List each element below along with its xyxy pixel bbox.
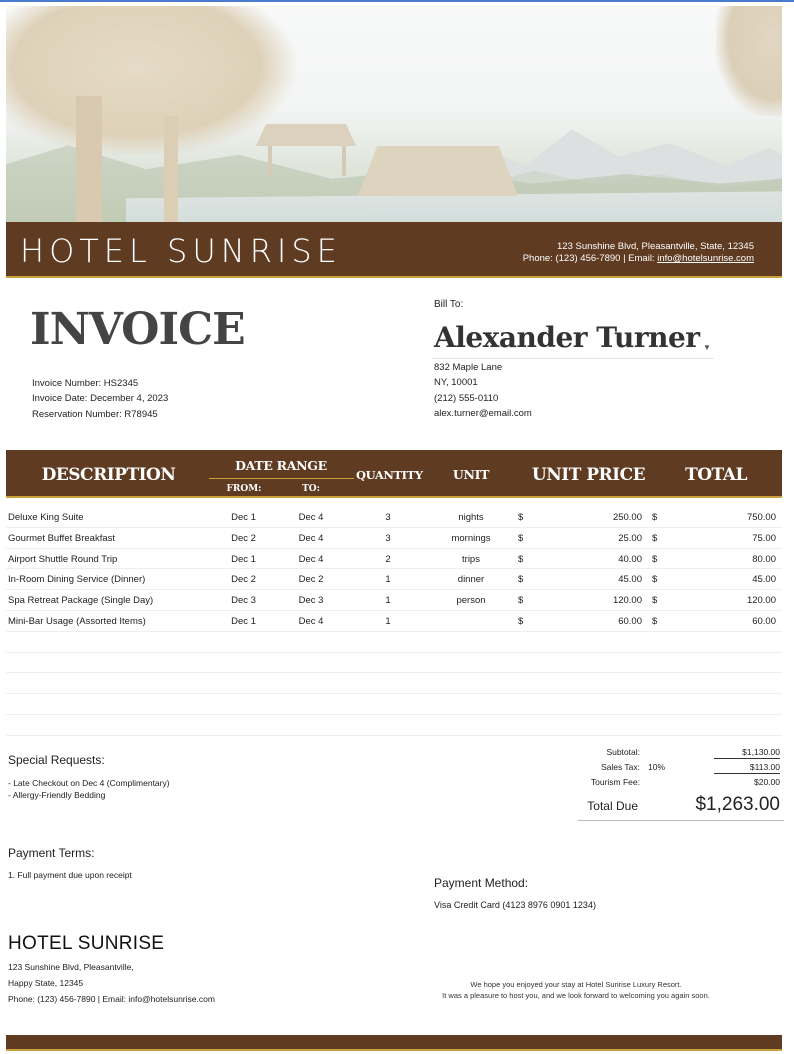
footer-thanks [420,979,732,1001]
tourism-fee-label: Tourism Fee: [590,777,640,787]
cell-unit-price: 25.00 [618,532,642,544]
cell-from: Dec 2 [231,574,256,586]
payment-terms-title: Payment Terms: [8,846,95,860]
cell-currency: $ [652,595,658,607]
header-unit: UNIT [452,467,490,482]
header-unit-price: UNIT PRICE [531,465,646,485]
cell-unit: nights [458,512,484,523]
cell-quantity: 2 [385,553,391,565]
cell-description: Spa Retreat Package (Single Day) [8,595,154,607]
header-from: FROM: [226,484,262,494]
total-due-value: $1,263.00 [695,794,780,815]
chevron-down-icon[interactable]: ▼ [703,343,711,352]
cell-to: Dec 4 [298,512,324,523]
cell-currency: $ [652,615,658,627]
cell-quantity: 3 [385,532,391,544]
empty-row [6,673,782,694]
header-quantity: QUANTITY [356,468,423,482]
list-item: - Allergy-Friendly Bedding [8,790,106,800]
cell-currency: $ [518,532,524,544]
table-row [6,528,782,549]
special-requests-list [8,777,170,801]
thanks-line1: We hope you enjoyed your stay at Hotel Sunrise Luxury Resort. [470,980,682,989]
payment-method-title: Payment Method: [434,876,529,890]
cell-currency: $ [518,574,524,586]
header-to: TO: [302,484,320,494]
cell-currency: $ [518,595,524,607]
cell-unit-price: 120.00 [612,595,642,607]
tourism-fee-value: $20.00 [754,777,780,787]
header-date-range: DATE RANGE [235,458,327,473]
hotel-address: 123 Sunshine Blvd, Pleasantville, State, 12345 [557,241,754,252]
cell-unit: trips [462,553,480,565]
client-name-underline [432,358,714,359]
list-item: - Late Checkout on Dec 4 (Complimentary) [8,778,170,788]
cell-currency: $ [652,553,658,565]
cell-unit-price: 250.00 [612,512,642,523]
cell-total: 80.00 [752,553,776,565]
reservation-number: Reservation Number: R78945 [32,408,158,420]
header-band [6,222,782,278]
hotel-phone: Phone: (123) 456-7890 | Email: [522,253,658,264]
cell-total: 75.00 [752,532,776,544]
cell-currency: $ [652,532,658,544]
hotel-brand: HOTEL SUNRISE [20,232,342,270]
cell-currency: $ [518,512,524,523]
cell-quantity: 1 [385,595,391,607]
bill-to-label: Bill To: [434,299,464,310]
cell-quantity: 1 [385,574,391,586]
invoice-meta [32,376,168,422]
table-row [6,569,782,590]
cell-currency: $ [518,553,524,565]
cell-from: Dec 1 [231,553,256,565]
client-phone: (212) 555-0110 [434,392,499,404]
table-row [6,507,782,528]
subtotal-label: Subtotal: [606,747,640,757]
sales-tax-rate: 10% [648,762,666,772]
cell-to: Dec 4 [298,532,324,544]
cell-unit: person [456,595,486,607]
cell-from: Dec 2 [231,532,256,544]
sales-tax-label: Sales Tax: [600,762,640,772]
empty-row [6,653,782,674]
table-row [6,611,782,632]
cell-total: 120.00 [746,595,776,607]
client-name-dropdown[interactable]: Alexander Turner [434,321,700,354]
footer-band [6,1035,782,1051]
special-requests-title: Special Requests: [8,753,105,767]
footer-address [8,960,215,1007]
cell-description: In-Room Dining Service (Dinner) [8,574,146,586]
cell-unit-price: 45.00 [618,574,642,586]
date-range-divider [209,478,354,479]
footer-brand: HOTEL SUNRISE [8,933,165,954]
cell-to: Dec 2 [298,574,324,586]
header-total: TOTAL [685,465,747,485]
cell-unit-price: 40.00 [618,553,642,565]
client-address1: 832 Maple Lane [434,362,503,373]
invoice-date: Invoice Date: December 4, 2023 [32,393,169,405]
cell-description: Mini-Bar Usage (Assorted Items) [8,615,146,627]
header-photo [6,6,782,222]
cell-currency: $ [518,615,524,627]
cell-from: Dec 1 [231,615,256,627]
table-row [6,549,782,570]
cell-quantity: 1 [385,615,391,627]
total-due-underline [578,820,784,821]
cell-from: Dec 3 [231,595,256,607]
client-email: alex.turner@email.com [434,407,532,419]
payment-terms-item: 1. Full payment due upon receipt [8,870,132,880]
total-due-label: Total Due [587,799,638,813]
invoice-title: INVOICE [30,304,245,355]
sales-tax-value: $113.00 [714,762,780,774]
empty-row [6,694,782,715]
cell-currency: $ [652,512,658,523]
client-info [434,360,532,421]
empty-row [6,632,782,653]
cell-currency: $ [652,574,658,586]
footer-address1: 123 Sunshine Blvd, Pleasantville, [8,962,134,972]
subtotal-value: $1,130.00 [714,747,780,759]
table-row [6,590,782,611]
cell-unit-price: 60.00 [618,615,642,627]
empty-row [6,715,782,736]
footer-contact: Phone: (123) 456-7890 | Email: info@hotelsunrise.com [8,993,215,1004]
cell-description: Airport Shuttle Round Trip [8,553,118,565]
cell-to: Dec 3 [298,595,324,607]
cell-total: 45.00 [752,574,776,586]
footer-address2: Happy State, 12345 [8,977,84,988]
cell-unit: mornings [451,532,491,544]
payment-method-value: Visa Credit Card (4123 8976 0901 1234) [434,900,596,910]
cell-to: Dec 4 [298,553,324,565]
header-description: DESCRIPTION [41,465,176,485]
invoice-number: Invoice Number: HS2345 [32,378,139,389]
cell-description: Gourmet Buffet Breakfast [8,532,116,544]
hotel-email-link[interactable]: info@hotelsunrise.com [657,253,754,264]
items-table-body [6,507,782,736]
cell-to: Dec 4 [298,615,324,627]
cell-quantity: 3 [385,512,391,523]
items-table-header [6,450,782,498]
cell-total: 750.00 [746,512,776,523]
client-address2: NY, 10001 [434,377,478,389]
thanks-line2: It was a pleasure to host you, and we look forward to welcoming you again soon. [442,991,710,1000]
cell-unit: dinner [457,574,485,586]
cell-description: Deluxe King Suite [8,512,84,523]
hotel-contact [523,241,754,265]
cell-total: 60.00 [752,615,776,627]
cell-from: Dec 1 [231,512,256,523]
